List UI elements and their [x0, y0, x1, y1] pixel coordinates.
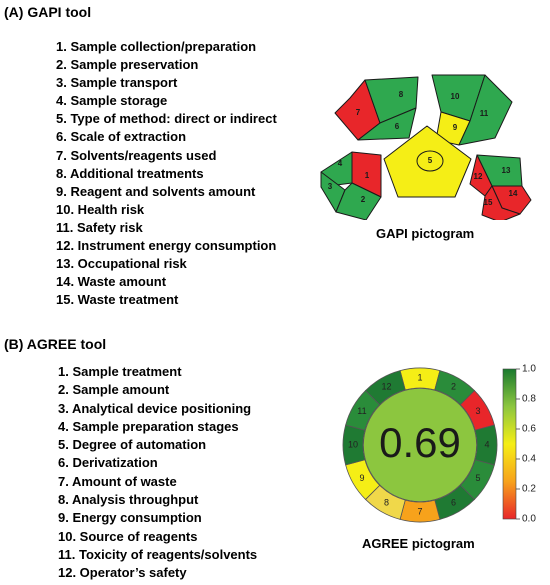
gapi-criterion-2: 2. Sample preservation [56, 57, 199, 73]
agree-segment-label-8: 8 [383, 497, 390, 508]
agree-criterion-8: 8. Analysis throughput [58, 492, 199, 508]
agree-criterion-5: 5. Degree of automation [58, 437, 207, 453]
agree-segment-label-10: 10 [347, 439, 359, 450]
agree-criterion-9: 9. Energy consumption [58, 510, 202, 526]
gapi-criterion-11: 11. Safety risk [56, 219, 143, 235]
agree-segment-label-3: 3 [475, 405, 481, 416]
agree-scale-tick-label-2: 0.6 [522, 423, 536, 435]
gapi-criterion-4: 4. Sample storage [56, 93, 168, 109]
agree-criterion-6: 6. Derivatization [58, 455, 158, 471]
gapi-caption: GAPI pictogram [376, 226, 475, 241]
agree-segment-label-4: 4 [484, 439, 490, 450]
agree-criterion-11: 11. Toxicity of reagents/solvents [58, 546, 258, 562]
gapi-segment-label-11: 11 [479, 109, 489, 119]
agree-section-title: (B) AGREE tool [4, 336, 107, 352]
gapi-criterion-10: 10. Health risk [56, 201, 145, 217]
gapi-criterion-13: 13. Occupational risk [56, 256, 187, 272]
agree-segment-label-6: 6 [450, 497, 457, 508]
agree-segment-7 [400, 500, 440, 522]
agree-segment-label-11: 11 [357, 405, 367, 416]
gapi-criterion-15: 15. Waste treatment [56, 292, 179, 308]
gapi-criteria-list [56, 38, 277, 309]
gapi-segment-label-12: 12 [473, 172, 483, 182]
gapi-criterion-5: 5. Type of method: direct or indirect [56, 111, 277, 127]
gapi-criterion-7: 7. Solvents/reagents used [56, 147, 217, 163]
agree-color-scale [495, 362, 550, 530]
agree-criterion-7: 7. Amount of waste [58, 473, 177, 489]
agree-criterion-3: 3. Analytical device positioning [58, 400, 252, 416]
agree-segment-label-7: 7 [417, 506, 423, 517]
agree-segment-1 [400, 368, 440, 390]
agree-criteria-list [58, 363, 257, 583]
gapi-segment-label-14: 14 [508, 189, 518, 199]
gapi-segment-label-5: 5 [427, 156, 433, 166]
agree-scale-bar [503, 369, 516, 519]
gapi-segment-label-6: 6 [394, 122, 400, 132]
gapi-segment-label-8: 8 [398, 90, 404, 100]
gapi-criterion-3: 3. Sample transport [56, 75, 178, 91]
gapi-segment-label-3: 3 [327, 182, 333, 192]
gapi-section-title: (A) GAPI tool [4, 4, 92, 20]
agree-segment-label-5: 5 [475, 472, 481, 483]
agree-segment-4 [475, 425, 497, 465]
gapi-criterion-12: 12. Instrument energy consumption [56, 238, 277, 254]
agree-scale-tick-label-3: 0.4 [522, 453, 536, 465]
agree-criterion-1: 1. Sample treatment [58, 364, 182, 379]
gapi-segment-label-2: 2 [360, 195, 366, 205]
agree-criterion-4: 4. Sample preparation stages [58, 418, 239, 434]
agree-criterion-10: 10. Source of reagents [58, 528, 198, 544]
agree-criterion-2: 2. Sample amount [58, 382, 170, 398]
gapi-segment-label-13: 13 [501, 166, 511, 176]
gapi-criterion-9: 9. Reagent and solvents amount [56, 183, 256, 199]
agree-segment-label-12: 12 [381, 381, 392, 392]
gapi-criterion-8: 8. Additional treatments [56, 165, 204, 181]
gapi-pictogram [318, 70, 538, 220]
gapi-criterion-14: 14. Waste amount [56, 274, 167, 290]
gapi-criterion-1: 1. Sample collection/preparation [56, 39, 257, 54]
agree-score: 0.69 [379, 419, 461, 467]
agree-criterion-12: 12. Operator’s safety [58, 565, 187, 581]
agree-scale-tick-label-0: 1.0 [522, 363, 536, 375]
gapi-segment-label-7: 7 [355, 108, 361, 118]
agree-caption: AGREE pictogram [362, 536, 475, 551]
agree-scale-tick-label-1: 0.8 [522, 393, 536, 405]
gapi-segment-label-4: 4 [337, 159, 343, 169]
gapi-segment-label-1: 1 [364, 171, 370, 181]
agree-segment-label-9: 9 [359, 472, 365, 483]
agree-segment-10 [343, 425, 365, 465]
agree-segment-label-1: 1 [417, 372, 423, 383]
agree-scale-tick-label-4: 0.2 [522, 483, 536, 495]
gapi-segment-label-9: 9 [452, 123, 458, 133]
agree-scale-tick-label-5: 0.0 [522, 513, 536, 525]
gapi-segment-label-10: 10 [450, 92, 460, 102]
agree-segment-label-2: 2 [450, 381, 457, 392]
gapi-segment-label-15: 15 [483, 198, 493, 208]
gapi-criterion-6: 6. Scale of extraction [56, 129, 187, 145]
